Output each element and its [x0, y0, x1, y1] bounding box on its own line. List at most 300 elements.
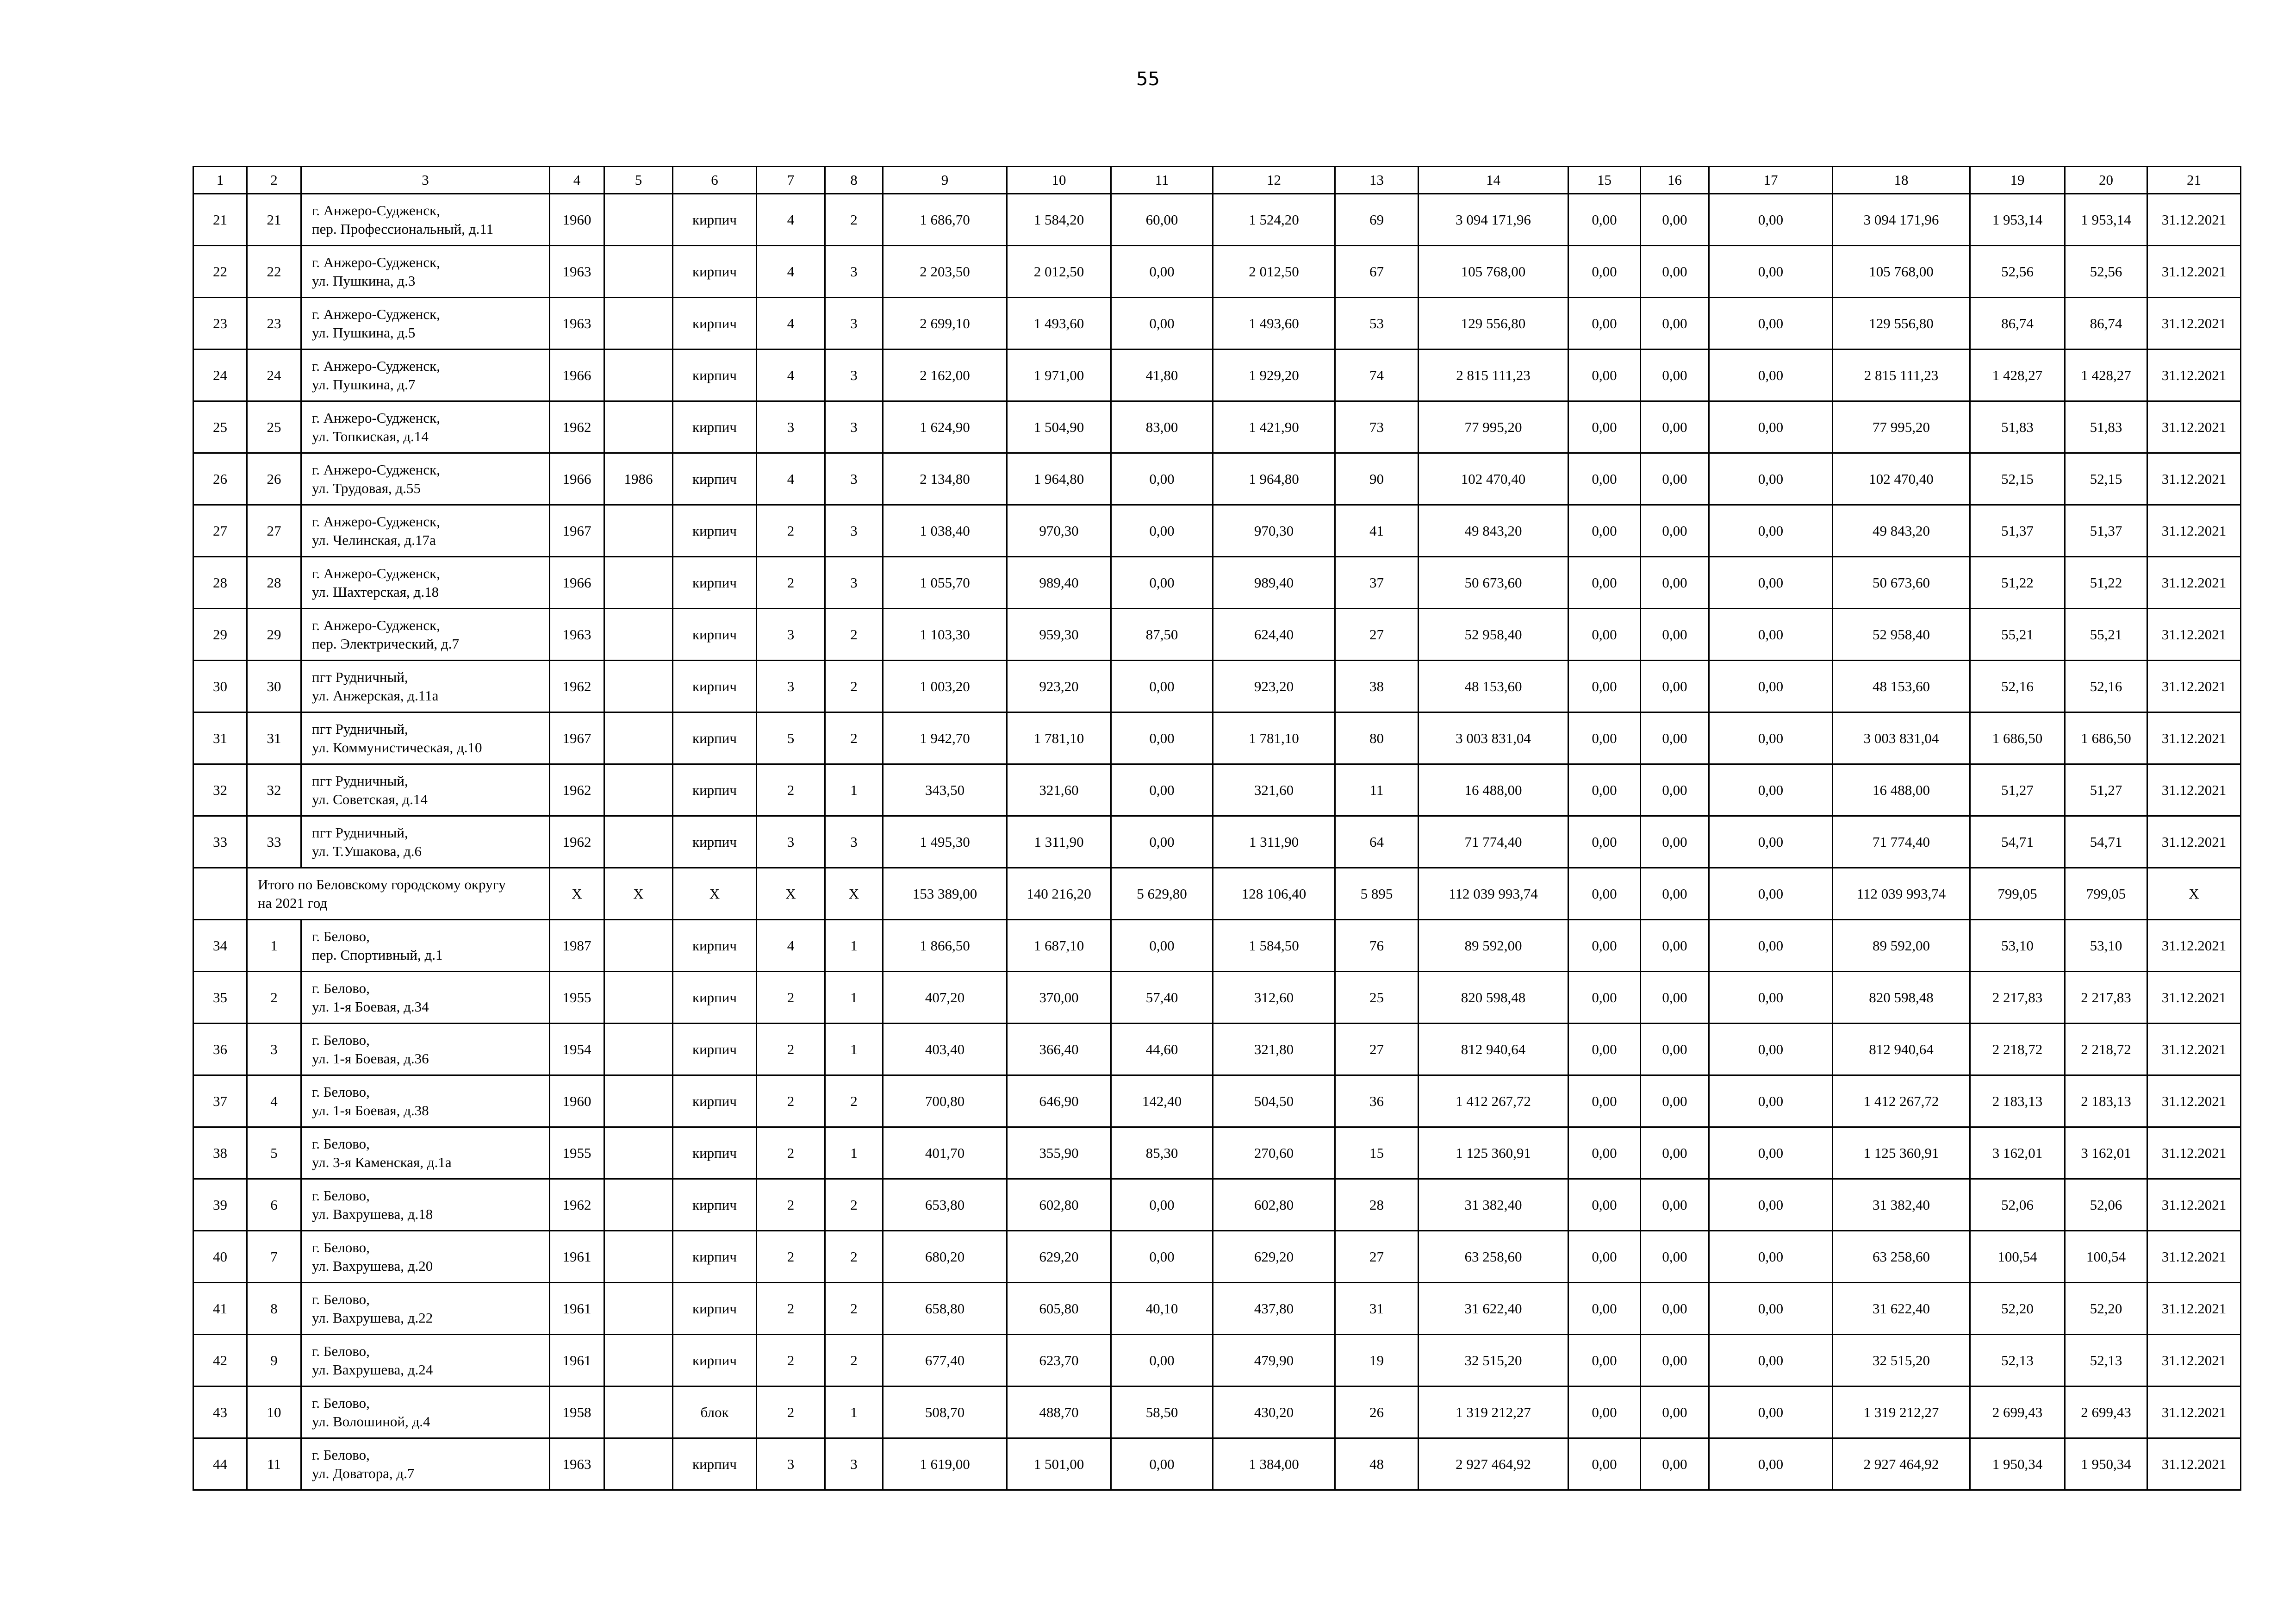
- value-cell: 51,37: [2065, 505, 2147, 557]
- address-locality: г. Белово,: [312, 1291, 370, 1307]
- row-number-cell: 38: [193, 1127, 247, 1179]
- value-cell: 41: [1335, 505, 1419, 557]
- value-cell: 1 686,70: [883, 194, 1007, 246]
- row-index-cell: 32: [247, 764, 301, 816]
- total-value-cell: 799,05: [1970, 868, 2065, 920]
- value-cell: 100,54: [1970, 1231, 2065, 1283]
- value-cell: [604, 350, 673, 401]
- value-cell: 1 686,50: [2065, 712, 2147, 764]
- value-cell: 2 203,50: [883, 246, 1007, 298]
- address-street: ул. Трудовая, д.55: [312, 480, 421, 496]
- value-cell: [604, 920, 673, 972]
- value-cell: 1 504,90: [1007, 401, 1111, 453]
- value-cell: 52 958,40: [1833, 609, 1970, 661]
- value-cell: 52,13: [1970, 1335, 2065, 1387]
- address-street: пер. Профессиональный, д.11: [312, 220, 494, 237]
- value-cell: 602,80: [1213, 1179, 1335, 1231]
- address-locality: пгт Рудничный,: [312, 772, 408, 789]
- row-index-cell: 6: [247, 1179, 301, 1231]
- value-cell: 0,00: [1568, 764, 1641, 816]
- value-cell: 2: [825, 1179, 883, 1231]
- value-cell: 0,00: [1111, 1231, 1213, 1283]
- value-cell: 53,10: [2065, 920, 2147, 972]
- value-cell: 3: [825, 246, 883, 298]
- row-number-cell: 28: [193, 557, 247, 609]
- address-locality: г. Белово,: [312, 1446, 370, 1463]
- address-street: ул. Коммунистическая, д.10: [312, 739, 482, 756]
- address-street: ул. Пушкина, д.7: [312, 376, 416, 393]
- value-cell: 2 699,10: [883, 298, 1007, 350]
- row-index-cell: 27: [247, 505, 301, 557]
- header-cell: 16: [1641, 167, 1709, 194]
- value-cell: 31.12.2021: [2147, 661, 2241, 712]
- value-cell: 1961: [550, 1335, 604, 1387]
- value-cell: 2: [825, 1283, 883, 1335]
- row-index-cell: 3: [247, 1024, 301, 1075]
- value-cell: 52,15: [2065, 453, 2147, 505]
- value-cell: 1955: [550, 1127, 604, 1179]
- value-cell: 48 153,60: [1833, 661, 1970, 712]
- address-locality: г. Анжеро-Судженск,: [312, 461, 440, 478]
- value-cell: 0,00: [1568, 505, 1641, 557]
- value-cell: 0,00: [1641, 1024, 1709, 1075]
- row-number-cell: 27: [193, 505, 247, 557]
- value-cell: 31.12.2021: [2147, 350, 2241, 401]
- total-value-cell: 153 389,00: [883, 868, 1007, 920]
- address-cell: [301, 816, 550, 868]
- value-cell: 3: [825, 453, 883, 505]
- address-cell: [301, 401, 550, 453]
- value-cell: 1 584,50: [1213, 920, 1335, 972]
- total-value-cell: 0,00: [1709, 868, 1833, 920]
- value-cell: 0,00: [1709, 661, 1833, 712]
- value-cell: 0,00: [1641, 816, 1709, 868]
- value-cell: 321,60: [1007, 764, 1111, 816]
- value-cell: 605,80: [1007, 1283, 1111, 1335]
- value-cell: 2: [757, 1231, 825, 1283]
- value-cell: кирпич: [673, 350, 757, 401]
- value-cell: 1 319 212,27: [1419, 1387, 1568, 1438]
- value-cell: 0,00: [1568, 661, 1641, 712]
- total-value-cell: 799,05: [2065, 868, 2147, 920]
- row-index-cell: 7: [247, 1231, 301, 1283]
- value-cell: кирпич: [673, 505, 757, 557]
- address-street: ул. Т.Ушакова, д.6: [312, 843, 422, 859]
- row-number-cell: 26: [193, 453, 247, 505]
- total-label-line1: Итого по Беловскому городскому округу: [258, 876, 506, 893]
- value-cell: 437,80: [1213, 1283, 1335, 1335]
- value-cell: 129 556,80: [1419, 298, 1568, 350]
- value-cell: 0,00: [1568, 298, 1641, 350]
- value-cell: 0,00: [1641, 1075, 1709, 1127]
- value-cell: 366,40: [1007, 1024, 1111, 1075]
- address-street: пер. Электрический, д.7: [312, 635, 459, 652]
- value-cell: 2: [825, 1075, 883, 1127]
- value-cell: 31.12.2021: [2147, 557, 2241, 609]
- address-cell: [301, 1024, 550, 1075]
- value-cell: 0,00: [1641, 1335, 1709, 1387]
- value-cell: 0,00: [1111, 816, 1213, 868]
- value-cell: 52,06: [2065, 1179, 2147, 1231]
- value-cell: 1 055,70: [883, 557, 1007, 609]
- value-cell: 31.12.2021: [2147, 609, 2241, 661]
- value-cell: 0,00: [1709, 557, 1833, 609]
- header-cell: 17: [1709, 167, 1833, 194]
- value-cell: 38: [1335, 661, 1419, 712]
- row-number-cell: 35: [193, 972, 247, 1024]
- value-cell: 1 501,00: [1007, 1438, 1111, 1490]
- value-cell: 31.12.2021: [2147, 1335, 2241, 1387]
- value-cell: [604, 1231, 673, 1283]
- address-cell: [301, 505, 550, 557]
- table-row: [193, 1179, 2241, 1231]
- value-cell: 1 584,20: [1007, 194, 1111, 246]
- table-row: [193, 764, 2241, 816]
- address-locality: г. Анжеро-Судженск,: [312, 254, 440, 270]
- row-number-cell: 22: [193, 246, 247, 298]
- total-value-cell: 128 106,40: [1213, 868, 1335, 920]
- value-cell: 2 217,83: [1970, 972, 2065, 1024]
- address-street: ул. Анжерская, д.11а: [312, 687, 439, 704]
- address-locality: г. Анжеро-Судженск,: [312, 617, 440, 633]
- value-cell: 52,16: [2065, 661, 2147, 712]
- value-cell: 2 218,72: [2065, 1024, 2147, 1075]
- value-cell: 0,00: [1568, 1024, 1641, 1075]
- row-number-cell: 30: [193, 661, 247, 712]
- row-number-cell: 29: [193, 609, 247, 661]
- address-street: ул. Шахтерская, д.18: [312, 583, 439, 600]
- value-cell: 31.12.2021: [2147, 1438, 2241, 1490]
- table-row: [193, 816, 2241, 868]
- address-street: ул. Волошиной, д.4: [312, 1413, 430, 1430]
- value-cell: 0,00: [1709, 764, 1833, 816]
- address-locality: г. Анжеро-Судженск,: [312, 565, 440, 581]
- address-cell: [301, 712, 550, 764]
- value-cell: 3: [825, 350, 883, 401]
- value-cell: 16 488,00: [1833, 764, 1970, 816]
- value-cell: [604, 764, 673, 816]
- value-cell: 0,00: [1641, 246, 1709, 298]
- row-number-cell: 44: [193, 1438, 247, 1490]
- value-cell: 86,74: [1970, 298, 2065, 350]
- value-cell: 57,40: [1111, 972, 1213, 1024]
- value-cell: 31.12.2021: [2147, 246, 2241, 298]
- address-locality: г. Белово,: [312, 1135, 370, 1152]
- value-cell: 1963: [550, 1438, 604, 1490]
- value-cell: [604, 1283, 673, 1335]
- row-number-cell: 34: [193, 920, 247, 972]
- value-cell: 1967: [550, 712, 604, 764]
- value-cell: 60,00: [1111, 194, 1213, 246]
- value-cell: 49 843,20: [1419, 505, 1568, 557]
- row-number-cell: 36: [193, 1024, 247, 1075]
- value-cell: 64: [1335, 816, 1419, 868]
- header-cell: 9: [883, 167, 1007, 194]
- address-locality: г. Белово,: [312, 1239, 370, 1255]
- address-street: ул. Топкиская, д.14: [312, 428, 429, 444]
- value-cell: кирпич: [673, 194, 757, 246]
- value-cell: 1 003,20: [883, 661, 1007, 712]
- value-cell: 2 012,50: [1007, 246, 1111, 298]
- address-street: ул. Вахрушева, д.22: [312, 1309, 433, 1326]
- value-cell: [604, 972, 673, 1024]
- address-cell: [301, 764, 550, 816]
- value-cell: [604, 1387, 673, 1438]
- value-cell: кирпич: [673, 246, 757, 298]
- value-cell: 2: [825, 712, 883, 764]
- value-cell: 63 258,60: [1419, 1231, 1568, 1283]
- address-cell: [301, 557, 550, 609]
- address-locality: пгт Рудничный,: [312, 720, 408, 737]
- value-cell: 0,00: [1709, 972, 1833, 1024]
- value-cell: 3 003 831,04: [1833, 712, 1970, 764]
- value-cell: 1: [825, 1127, 883, 1179]
- value-cell: [604, 1024, 673, 1075]
- value-cell: 31.12.2021: [2147, 1387, 2241, 1438]
- row-number-cell: 21: [193, 194, 247, 246]
- header-cell: 7: [757, 167, 825, 194]
- value-cell: [604, 1127, 673, 1179]
- address-street: ул. Челинская, д.17а: [312, 531, 436, 548]
- value-cell: 52 958,40: [1419, 609, 1568, 661]
- value-cell: 51,83: [2065, 401, 2147, 453]
- table-row: [193, 1127, 2241, 1179]
- value-cell: 2 183,13: [1970, 1075, 2065, 1127]
- value-cell: 0,00: [1641, 350, 1709, 401]
- empty-cell: [193, 868, 247, 920]
- value-cell: 0,00: [1641, 920, 1709, 972]
- value-cell: 2: [757, 1075, 825, 1127]
- value-cell: 1 493,60: [1213, 298, 1335, 350]
- column-number-row: [193, 167, 2241, 194]
- total-value-cell: 5 629,80: [1111, 868, 1213, 920]
- total-label-cell: [247, 868, 550, 920]
- address-cell: [301, 1127, 550, 1179]
- value-cell: 3: [825, 816, 883, 868]
- table-row: [193, 972, 2241, 1024]
- value-cell: 959,30: [1007, 609, 1111, 661]
- value-cell: [604, 557, 673, 609]
- value-cell: 4: [757, 246, 825, 298]
- address-locality: г. Анжеро-Судженск,: [312, 409, 440, 426]
- value-cell: 0,00: [1111, 661, 1213, 712]
- row-number-cell: 39: [193, 1179, 247, 1231]
- header-cell: 10: [1007, 167, 1111, 194]
- address-cell: [301, 1283, 550, 1335]
- value-cell: 1 971,00: [1007, 350, 1111, 401]
- value-cell: 970,30: [1213, 505, 1335, 557]
- header-cell: 13: [1335, 167, 1419, 194]
- value-cell: 1 866,50: [883, 920, 1007, 972]
- value-cell: 1 428,27: [1970, 350, 2065, 401]
- value-cell: 321,60: [1213, 764, 1335, 816]
- row-number-cell: 42: [193, 1335, 247, 1387]
- value-cell: 1 942,70: [883, 712, 1007, 764]
- row-index-cell: 25: [247, 401, 301, 453]
- value-cell: 0,00: [1709, 1438, 1833, 1490]
- value-cell: 52,20: [2065, 1283, 2147, 1335]
- value-cell: [604, 194, 673, 246]
- value-cell: 52,56: [2065, 246, 2147, 298]
- value-cell: 3 094 171,96: [1833, 194, 1970, 246]
- value-cell: 31 622,40: [1419, 1283, 1568, 1335]
- address-locality: г. Белово,: [312, 980, 370, 996]
- value-cell: 653,80: [883, 1179, 1007, 1231]
- value-cell: 2 012,50: [1213, 246, 1335, 298]
- table-row: [193, 1387, 2241, 1438]
- value-cell: кирпич: [673, 816, 757, 868]
- value-cell: 31.12.2021: [2147, 764, 2241, 816]
- value-cell: 1 929,20: [1213, 350, 1335, 401]
- value-cell: 2: [825, 194, 883, 246]
- value-cell: 370,00: [1007, 972, 1111, 1024]
- value-cell: 31.12.2021: [2147, 1024, 2241, 1075]
- row-index-cell: 21: [247, 194, 301, 246]
- table-row: [193, 1335, 2241, 1387]
- value-cell: 2: [757, 972, 825, 1024]
- value-cell: 0,00: [1568, 1335, 1641, 1387]
- address-locality: г. Белово,: [312, 1031, 370, 1048]
- value-cell: 401,70: [883, 1127, 1007, 1179]
- address-cell: [301, 1387, 550, 1438]
- value-cell: 0,00: [1709, 453, 1833, 505]
- value-cell: 89 592,00: [1833, 920, 1970, 972]
- address-street: ул. 1-я Боевая, д.34: [312, 998, 429, 1015]
- value-cell: 508,70: [883, 1387, 1007, 1438]
- table-row: [193, 661, 2241, 712]
- table-row: [193, 401, 2241, 453]
- value-cell: 0,00: [1709, 712, 1833, 764]
- header-cell: 20: [2065, 167, 2147, 194]
- value-cell: 700,80: [883, 1075, 1007, 1127]
- value-cell: 51,37: [1970, 505, 2065, 557]
- value-cell: 812 940,64: [1419, 1024, 1568, 1075]
- value-cell: 970,30: [1007, 505, 1111, 557]
- value-cell: 0,00: [1111, 1335, 1213, 1387]
- value-cell: 2 134,80: [883, 453, 1007, 505]
- value-cell: 1961: [550, 1231, 604, 1283]
- row-index-cell: 2: [247, 972, 301, 1024]
- value-cell: 0,00: [1568, 816, 1641, 868]
- value-cell: 1966: [550, 453, 604, 505]
- value-cell: 51,83: [1970, 401, 2065, 453]
- value-cell: 1962: [550, 1179, 604, 1231]
- value-cell: [604, 816, 673, 868]
- value-cell: 1 038,40: [883, 505, 1007, 557]
- value-cell: [604, 609, 673, 661]
- value-cell: 479,90: [1213, 1335, 1335, 1387]
- address-locality: пгт Рудничный,: [312, 668, 408, 685]
- header-cell: 18: [1833, 167, 1970, 194]
- value-cell: кирпич: [673, 1075, 757, 1127]
- value-cell: 0,00: [1641, 1127, 1709, 1179]
- header-cell: 12: [1213, 167, 1335, 194]
- value-cell: 49 843,20: [1833, 505, 1970, 557]
- value-cell: 4: [757, 298, 825, 350]
- value-cell: 1: [825, 764, 883, 816]
- row-index-cell: 26: [247, 453, 301, 505]
- value-cell: 19: [1335, 1335, 1419, 1387]
- value-cell: 31.12.2021: [2147, 401, 2241, 453]
- value-cell: 26: [1335, 1387, 1419, 1438]
- value-cell: 321,80: [1213, 1024, 1335, 1075]
- value-cell: 90: [1335, 453, 1419, 505]
- value-cell: 0,00: [1568, 609, 1641, 661]
- value-cell: 0,00: [1111, 298, 1213, 350]
- value-cell: 31 382,40: [1833, 1179, 1970, 1231]
- value-cell: 624,40: [1213, 609, 1335, 661]
- table-row: [193, 1438, 2241, 1490]
- value-cell: 102 470,40: [1419, 453, 1568, 505]
- value-cell: 2 815 111,23: [1419, 350, 1568, 401]
- value-cell: 1 624,90: [883, 401, 1007, 453]
- value-cell: 3: [757, 1438, 825, 1490]
- value-cell: 87,50: [1111, 609, 1213, 661]
- value-cell: 3 162,01: [2065, 1127, 2147, 1179]
- value-cell: 1 125 360,91: [1419, 1127, 1568, 1179]
- value-cell: 0,00: [1568, 712, 1641, 764]
- row-number-cell: 41: [193, 1283, 247, 1335]
- value-cell: 1 619,00: [883, 1438, 1007, 1490]
- address-street: ул. Пушкина, д.5: [312, 324, 416, 341]
- value-cell: 32 515,20: [1419, 1335, 1568, 1387]
- value-cell: 77 995,20: [1419, 401, 1568, 453]
- address-cell: [301, 246, 550, 298]
- value-cell: 2: [757, 1127, 825, 1179]
- value-cell: 2: [825, 1335, 883, 1387]
- value-cell: 0,00: [1641, 1387, 1709, 1438]
- value-cell: кирпич: [673, 557, 757, 609]
- value-cell: 1 412 267,72: [1833, 1075, 1970, 1127]
- address-locality: г. Анжеро-Судженск,: [312, 306, 440, 322]
- value-cell: 32 515,20: [1833, 1335, 1970, 1387]
- value-cell: 5: [757, 712, 825, 764]
- value-cell: 31.12.2021: [2147, 816, 2241, 868]
- address-locality: г. Белово,: [312, 928, 370, 944]
- header-cell: 4: [550, 167, 604, 194]
- value-cell: 77 995,20: [1833, 401, 1970, 453]
- value-cell: 629,20: [1213, 1231, 1335, 1283]
- value-cell: 1 384,00: [1213, 1438, 1335, 1490]
- header-cell: 15: [1568, 167, 1641, 194]
- value-cell: 1 421,90: [1213, 401, 1335, 453]
- value-cell: 0,00: [1641, 1231, 1709, 1283]
- value-cell: 0,00: [1709, 1075, 1833, 1127]
- value-cell: 3: [757, 816, 825, 868]
- value-cell: 504,50: [1213, 1075, 1335, 1127]
- header-cell: 19: [1970, 167, 2065, 194]
- value-cell: 1986: [604, 453, 673, 505]
- value-cell: 0,00: [1709, 246, 1833, 298]
- value-cell: 31: [1335, 1283, 1419, 1335]
- value-cell: 28: [1335, 1179, 1419, 1231]
- row-number-cell: 31: [193, 712, 247, 764]
- header-cell: 1: [193, 167, 247, 194]
- value-cell: 0,00: [1568, 1283, 1641, 1335]
- value-cell: 129 556,80: [1833, 298, 1970, 350]
- value-cell: 989,40: [1007, 557, 1111, 609]
- value-cell: 0,00: [1709, 1024, 1833, 1075]
- value-cell: [604, 1335, 673, 1387]
- value-cell: кирпич: [673, 453, 757, 505]
- value-cell: 85,30: [1111, 1127, 1213, 1179]
- value-cell: 100,54: [2065, 1231, 2147, 1283]
- row-index-cell: 23: [247, 298, 301, 350]
- value-cell: 4: [757, 453, 825, 505]
- value-cell: 0,00: [1709, 1179, 1833, 1231]
- total-value-cell: X: [550, 868, 604, 920]
- value-cell: 2: [825, 661, 883, 712]
